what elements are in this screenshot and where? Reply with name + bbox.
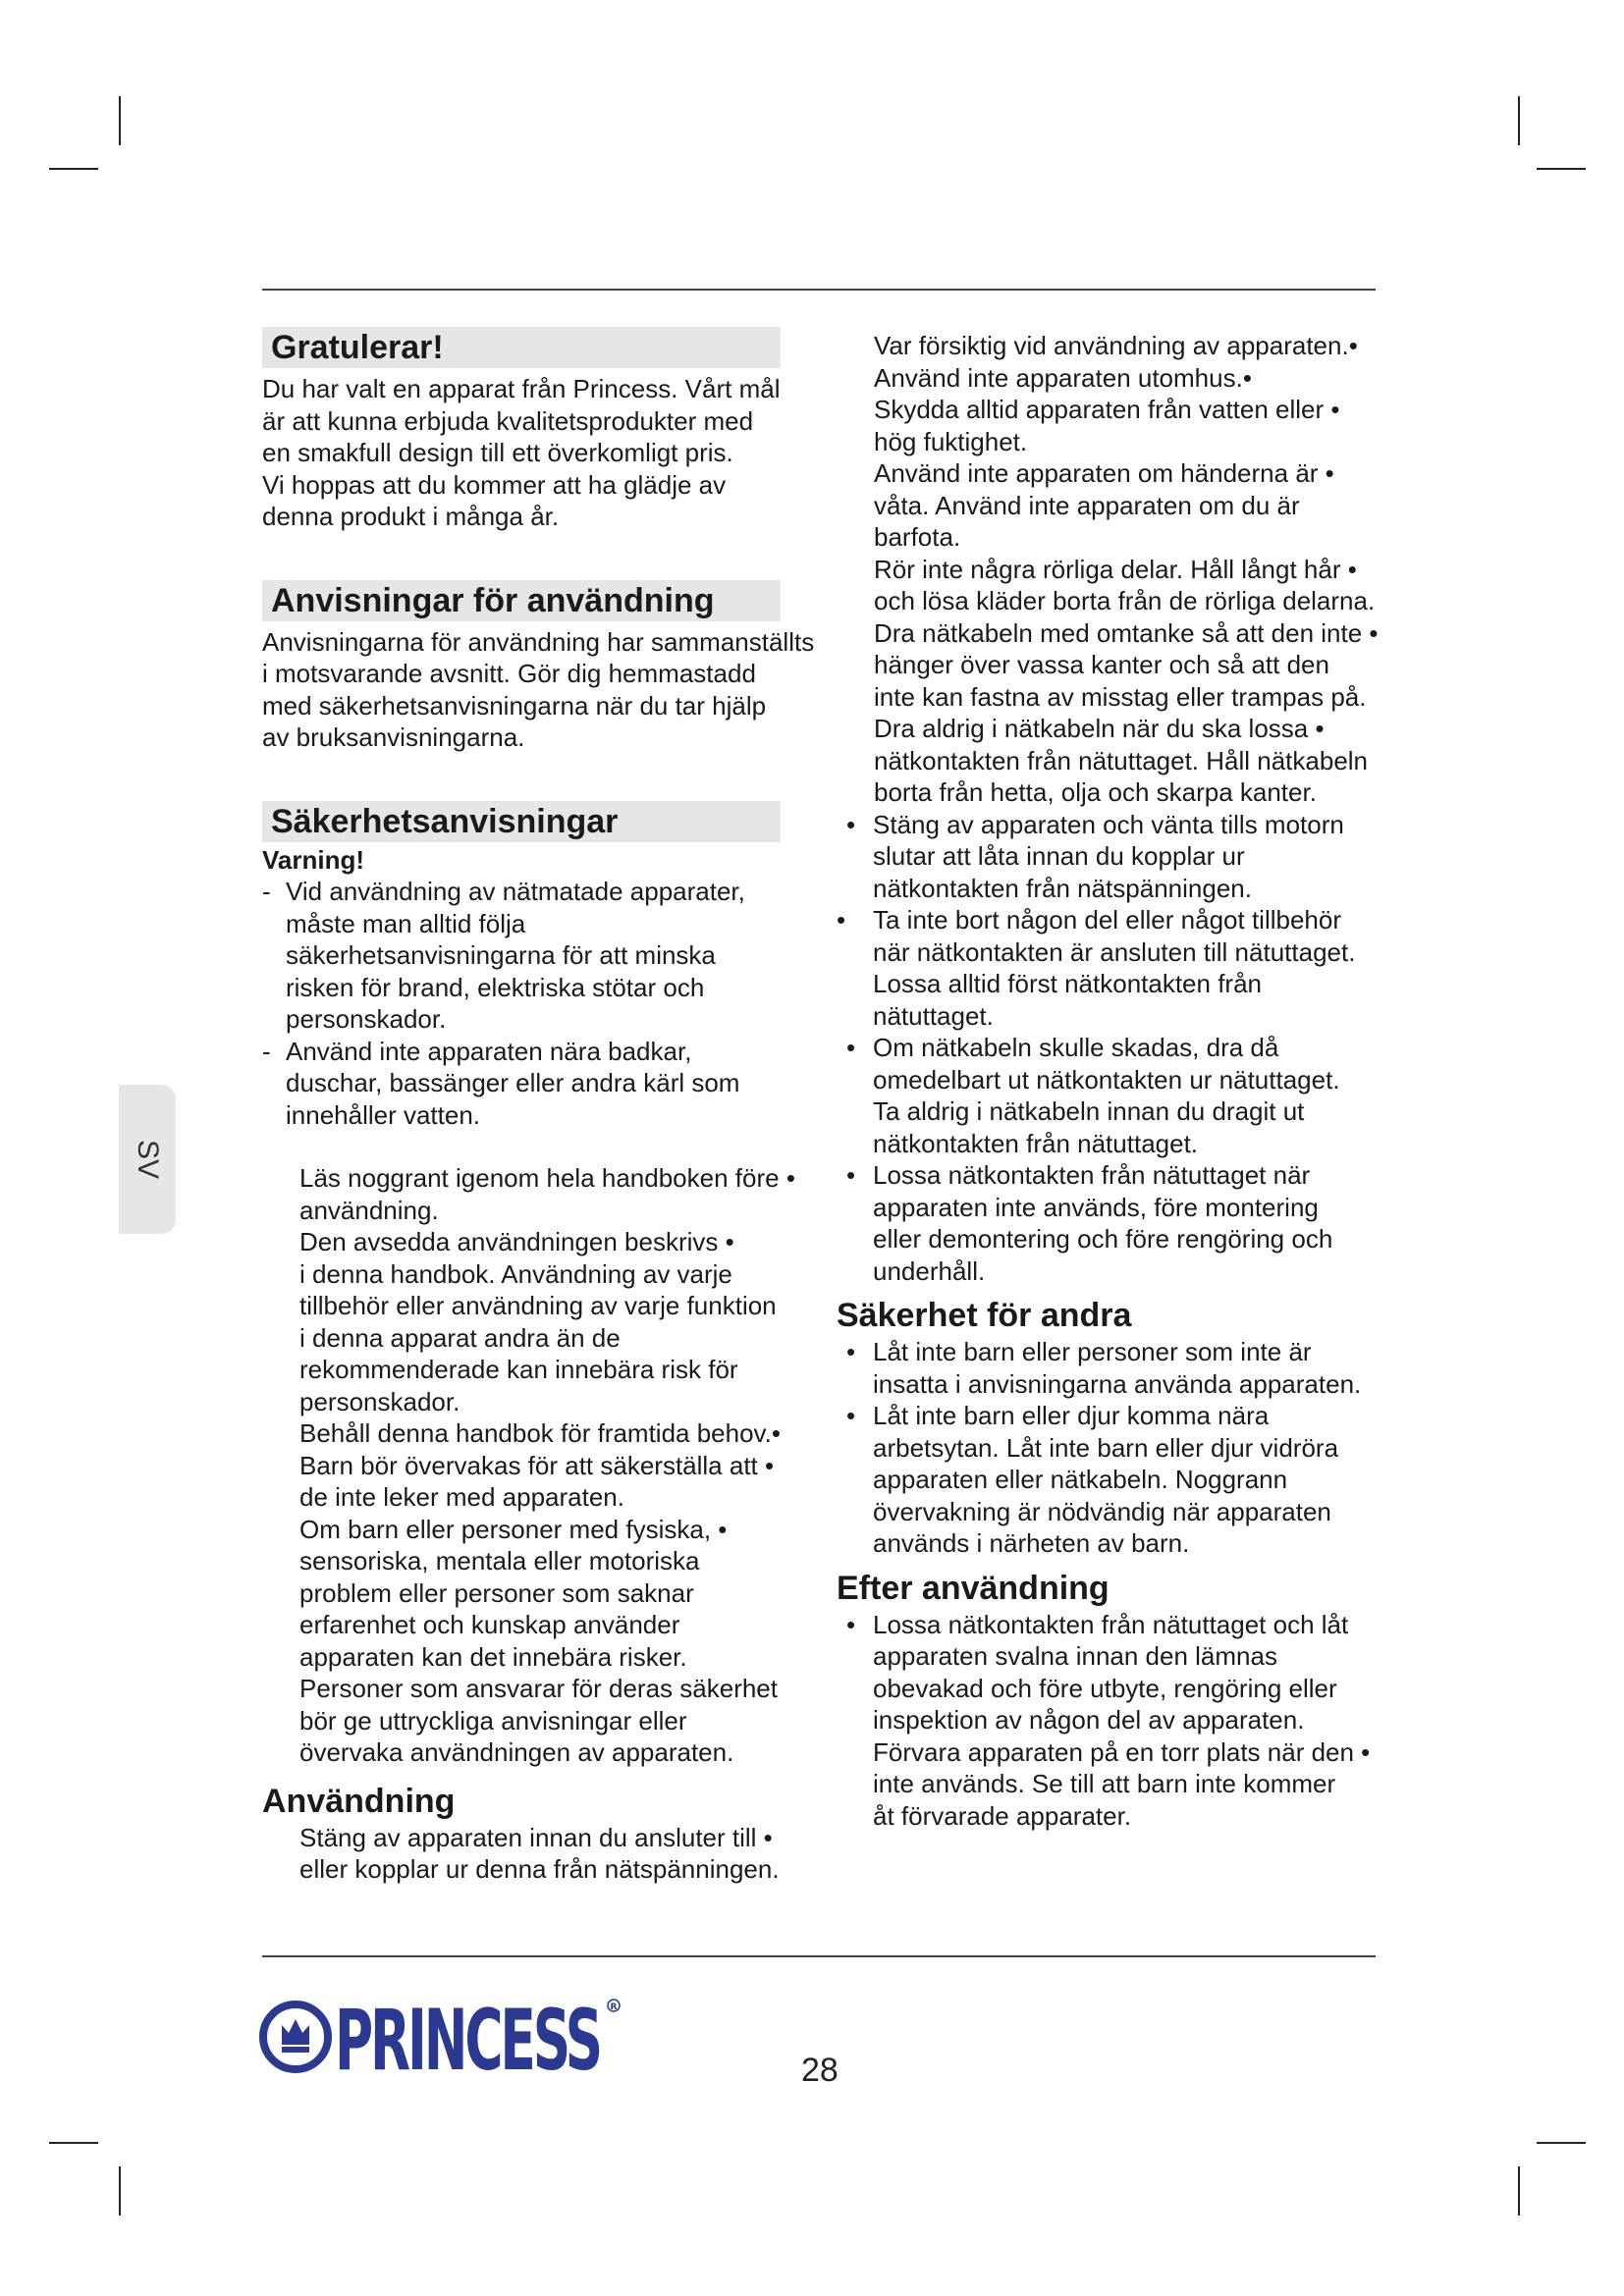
list-item — [262, 876, 851, 1036]
text-line: Låt inte barn eller djur komma nära — [873, 1401, 1270, 1430]
text-line: Rör inte några rörliga delar. Håll långt hår • — [874, 554, 1357, 584]
text-line: inspektion av någon del av apparaten. — [873, 1705, 1305, 1735]
text-line: Dra aldrig i nätkabeln när du ska lossa • — [874, 714, 1325, 743]
text-line: Vid användning av nätmatade apparater, — [286, 877, 745, 906]
logo-wordmark: PRINCESS — [335, 1992, 600, 2086]
crop-mark — [119, 2166, 121, 2216]
bullet-item — [837, 1400, 1406, 1560]
text-line: Lossa nätkontakten från nätuttaget och låt — [873, 1609, 1349, 1639]
section-heading: Anvisningar för användning — [262, 580, 781, 621]
usage-paragraph — [262, 1822, 851, 1886]
text-line: apparaten eller nätkabeln. Noggrann — [873, 1465, 1288, 1494]
bullet-item-text — [873, 1336, 1406, 1400]
text-line: obevakad och före utbyte, rengöring eller — [873, 1673, 1337, 1703]
text-line: denna produkt i många år. — [262, 502, 560, 531]
text-line: Stäng av apparaten och vänta tills motorn — [873, 809, 1344, 839]
text-line: underhåll. — [873, 1255, 986, 1286]
left-column — [262, 327, 851, 1886]
text-line: omedelbart ut nätkontakten ur nätuttaget. — [873, 1064, 1340, 1095]
text-line: åt förvarade apparater. — [873, 1800, 1132, 1831]
bullet-item — [837, 1609, 1406, 1833]
bullet-marker: • — [846, 809, 856, 839]
text-line: eller kopplar ur denna från nätspänningen. — [299, 1854, 780, 1884]
crop-mark — [1518, 2166, 1520, 2216]
crop-mark — [119, 96, 121, 145]
text-line: Lossa alltid först nätkontakten från — [873, 969, 1263, 998]
text-line: personskador. — [299, 1386, 460, 1416]
safety-item — [262, 1226, 851, 1417]
text-line: i denna apparat andra än de — [299, 1322, 621, 1353]
safety-item — [262, 1417, 851, 1450]
text-line: övervakning är nödvändig när apparaten — [873, 1496, 1331, 1526]
text-line: hänger över vassa kanter och så att den — [874, 650, 1329, 679]
text-line: Skydda alltid apparaten från vatten eller • — [874, 395, 1340, 424]
text-line: barfota. — [874, 522, 961, 552]
list-item — [262, 1036, 851, 1132]
text-line: rekommenderade kan innebära risk för — [299, 1355, 738, 1384]
crown-emblem-icon — [263, 2004, 328, 2069]
text-line: tillbehör eller användning av varje funktion — [299, 1291, 777, 1320]
bullet-item-text — [873, 1032, 1406, 1159]
section-heading: Säkerhet för andra — [837, 1297, 1132, 1334]
text-line: Använd inte apparaten om händerna är • — [874, 458, 1334, 488]
text-line: inte används. Se till att barn inte kommer — [873, 1769, 1336, 1798]
text-line: risken för brand, elektriska stötar och — [286, 972, 705, 1002]
text-line: Använd inte apparaten utomhus.• — [874, 362, 1252, 393]
intro-paragraph — [262, 373, 851, 533]
crop-mark — [49, 2142, 98, 2144]
dash-marker: - — [262, 1036, 271, 1066]
text-line: av bruksanvisningarna. — [262, 722, 525, 752]
text-line: Var försiktig vid användning av apparaten.• — [874, 331, 1358, 360]
safety-item — [262, 1450, 851, 1514]
bullet-item — [837, 1159, 1406, 1287]
text-line: används i närheten av barn. — [873, 1528, 1190, 1558]
text-line: och lösa kläder borta från de rörliga delarna. — [874, 586, 1376, 615]
text-line: personskador. — [286, 1004, 447, 1034]
warning-label: Varning! — [262, 844, 365, 875]
page-number: 28 — [801, 2052, 839, 2089]
text-line: borta från hetta, olja och skarpa kanter. — [874, 777, 1317, 807]
bottom-rule — [262, 1955, 1376, 1957]
bullet-marker: • — [846, 1337, 856, 1366]
bullet-item-text — [873, 809, 1406, 905]
text-line: nätuttaget. — [873, 1000, 994, 1031]
text-line: Om barn eller personer med fysiska, • — [299, 1514, 728, 1544]
text-line: sensoriska, mentala eller motoriska — [299, 1546, 700, 1575]
section-heading: Efter användning — [837, 1569, 1110, 1607]
text-line: Läs noggrant igenom hela handboken före • — [299, 1163, 795, 1193]
text-line: bör ge uttryckliga anvisningar eller — [299, 1705, 687, 1735]
dash-marker: - — [262, 877, 271, 906]
text-line: nätkontakten från nätspänningen. — [873, 873, 1252, 903]
text-line: våta. Använd inte apparaten om du är — [874, 490, 1300, 520]
text-line: apparaten kan det innebära risker. — [299, 1641, 687, 1672]
text-line: eller demontering och före rengöring och — [873, 1224, 1333, 1254]
text-line: duschar, bassänger eller andra kärl som — [286, 1068, 740, 1097]
section-heading: Användning — [262, 1782, 456, 1820]
text-line: nätkontakten från nätuttaget. Håll nätkabeln — [874, 745, 1369, 775]
text-line: Behåll denna handbok för framtida behov.• — [299, 1418, 781, 1448]
text-line: slutar att låta innan du kopplar ur — [873, 841, 1245, 871]
text-line: innehåller vatten. — [286, 1099, 481, 1130]
crop-mark — [1537, 168, 1586, 170]
language-tab: SV — [119, 1085, 176, 1234]
list-item-text — [286, 1036, 851, 1132]
text-line: arbetsytan. Låt inte barn eller djur vidröra — [873, 1432, 1339, 1463]
text-line: Personer som ansvarar för deras säkerhet — [299, 1674, 778, 1703]
text-line: Dra nätkabeln med omtanke så att den inte • — [874, 617, 1379, 648]
bullet-marker: • — [837, 905, 846, 934]
text-line: Stäng av apparaten innan du ansluter till • — [299, 1822, 773, 1852]
text-line: med säkerhetsanvisningarna när du tar hjälp — [262, 690, 767, 721]
section-heading: Gratulerar! — [262, 327, 781, 368]
crop-mark — [1518, 96, 1520, 145]
bullet-item-text — [873, 1159, 1406, 1287]
text-line: Du har valt en apparat från Princess. Vårt mål — [262, 374, 781, 403]
text-line: övervaka användningen av apparaten. — [299, 1737, 734, 1767]
text-line: måste man alltid följa — [286, 908, 526, 938]
text-line: Om nätkabeln skulle skadas, dra då — [873, 1033, 1279, 1062]
bullet-marker: • — [846, 1401, 856, 1430]
safety-item — [262, 1162, 851, 1226]
crop-mark — [1537, 2142, 1586, 2144]
bullet-item — [837, 904, 1406, 1032]
bullet-item — [837, 809, 1406, 905]
text-line: i denna handbok. Användning av varje — [299, 1258, 732, 1289]
text-line: Barn bör övervakas för att säkerställa att • — [299, 1450, 775, 1480]
text-line: säkerhetsanvisningarna för att minska — [286, 940, 716, 970]
bullet-item-text — [873, 1400, 1406, 1560]
bullet-item — [837, 1336, 1406, 1400]
safety-item — [262, 1514, 851, 1769]
text-line: nätkontakten från nätuttaget. — [873, 1128, 1199, 1158]
text-line: när nätkontakten är ansluten till nätuttaget. — [873, 936, 1356, 967]
instructions-paragraph — [262, 626, 851, 754]
text-line: de inte leker med apparaten. — [299, 1482, 624, 1512]
text-line: Ta aldrig i nätkabeln innan du dragit ut — [873, 1096, 1305, 1126]
text-line: Använd inte apparaten nära badkar, — [286, 1036, 692, 1066]
text-line: användning. — [299, 1195, 439, 1225]
text-line: inte kan fastna av misstag eller trampas på. — [874, 681, 1367, 712]
svg-text:R: R — [610, 2002, 618, 2012]
list-item-text — [286, 876, 851, 1036]
text-line: Lossa nätkontakten från nätuttaget när — [873, 1160, 1311, 1190]
text-line: problem eller personer som saknar — [299, 1577, 694, 1608]
text-line: Ta inte bort någon del eller något tillbehör — [873, 905, 1341, 934]
top-rule — [262, 289, 1376, 291]
text-line: apparaten svalna innan den lämnas — [873, 1641, 1277, 1671]
text-line: Vi hoppas att du kommer att ha glädje av — [262, 469, 727, 500]
safety-item — [837, 330, 1406, 809]
text-line: Anvisningarna för användning har sammanställts — [262, 626, 815, 657]
text-line: insatta i anvisningarna använda apparaten. — [873, 1368, 1362, 1399]
text-line: Förvara apparaten på en torr plats när den • — [873, 1736, 1371, 1767]
text-line: hög fuktighet. — [874, 426, 1028, 456]
text-line: Låt inte barn eller personer som inte är — [873, 1337, 1312, 1366]
bullet-marker: • — [846, 1609, 856, 1639]
princess-logo — [258, 1988, 631, 2086]
bullet-item-text — [873, 1609, 1406, 1833]
bullet-item-text — [873, 904, 1406, 1032]
bullet-marker: • — [846, 1033, 856, 1062]
crop-mark — [49, 168, 98, 170]
section-heading: Säkerhetsanvisningar — [262, 801, 781, 842]
right-column — [837, 330, 1406, 1832]
text-line: Den avsedda användningen beskrivs • — [299, 1227, 734, 1256]
bullet-marker: • — [846, 1160, 856, 1190]
bullet-item — [837, 1032, 1406, 1159]
text-line: apparaten inte används, före montering — [873, 1192, 1319, 1222]
text-line: i motsvarande avsnitt. Gör dig hemmastadd — [262, 659, 756, 688]
text-line: en smakfull design till ett överkomligt pris. — [262, 438, 733, 467]
text-line: erfarenhet och kunskap använder — [299, 1610, 680, 1639]
text-line: är att kunna erbjuda kvalitetsprodukter med — [262, 405, 754, 436]
